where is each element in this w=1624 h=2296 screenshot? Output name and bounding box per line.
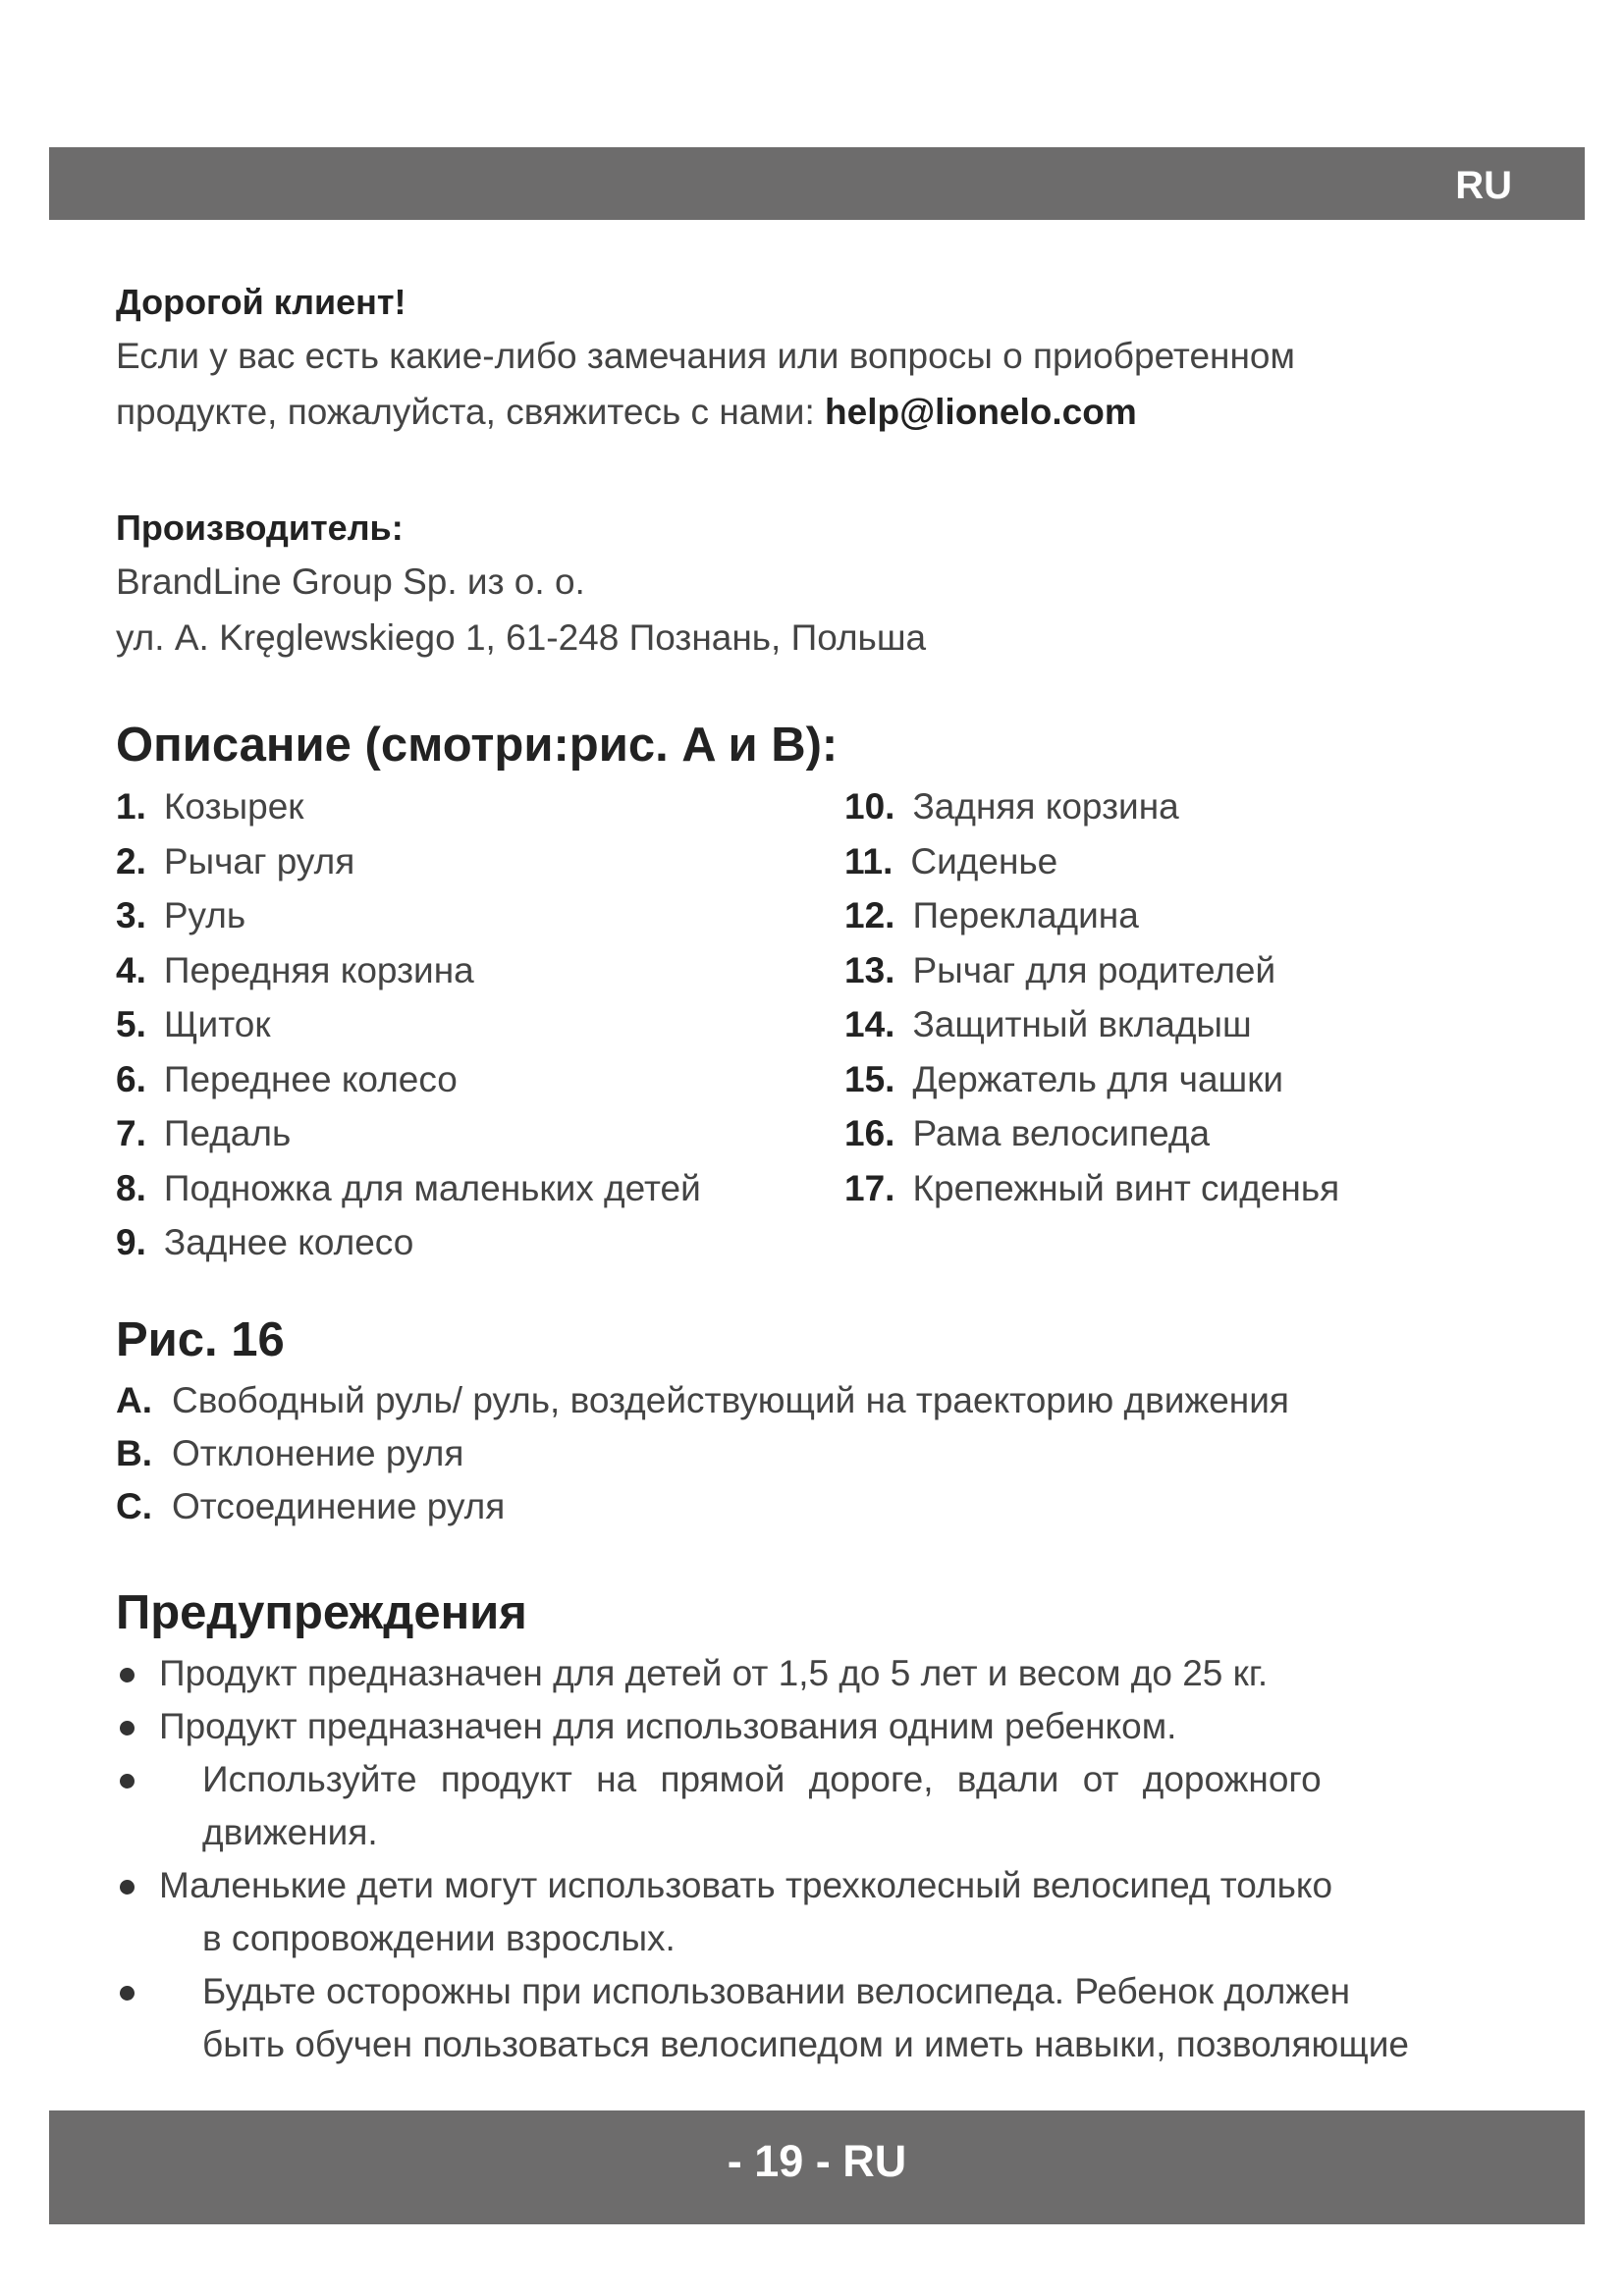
item-label: Переднее колесо: [163, 1058, 458, 1099]
figure-title: Рис. 16: [116, 1313, 285, 1366]
bullet-icon: [120, 1774, 135, 1789]
item-number: 7.: [116, 1113, 146, 1153]
item-label: Крепежный винт сиденья: [912, 1167, 1340, 1208]
contact-title: Дорогой клиент!: [116, 282, 406, 322]
item-label: Перекладина: [912, 895, 1139, 935]
item-label: Рычаг руля: [163, 840, 355, 881]
parts-column-right: [844, 779, 1532, 1215]
item-label: Задняя корзина: [912, 786, 1179, 827]
list-item: [116, 1427, 1530, 1480]
list-item: [116, 1700, 1530, 1753]
item-number: 12.: [844, 895, 895, 935]
manufacturer-name: BrandLine Group Sp. из о. о.: [116, 561, 585, 602]
bullet-icon: [120, 1668, 135, 1682]
item-letter: B.: [116, 1433, 152, 1473]
warning-text-continued: в сопровождении взрослых.: [202, 1918, 676, 1958]
contact-text-prefix: продукте, пожалуйста, свяжитесь с нами:: [116, 392, 826, 432]
item-label: Педаль: [163, 1113, 292, 1153]
bullet-icon: [120, 1986, 135, 2001]
item-label: Держатель для чашки: [912, 1058, 1284, 1099]
list-item: [116, 1859, 1530, 1965]
list-item: [116, 1215, 823, 1270]
contact-text-line2: [116, 384, 1530, 440]
bullet-icon: [120, 1721, 135, 1735]
page-number: - 19 - RU: [727, 2136, 907, 2186]
list-item: [116, 834, 823, 889]
contact-email-link[interactable]: help@lionelo.com: [825, 392, 1137, 432]
language-label: RU: [1455, 164, 1512, 207]
figure-section: [116, 1306, 1530, 1533]
manufacturer-address: ул. A. Kręglewskiego 1, 61-248 Познань, Польша: [116, 617, 927, 658]
list-item: [116, 888, 823, 943]
warning-text-continued: быть обучен пользоваться велосипедом и иметь навыки, позволяющие: [202, 2024, 1409, 2064]
warning-text: Используйте продукт на прямой дороге, вдали от дорожного: [202, 1759, 1322, 1799]
item-number: 6.: [116, 1058, 146, 1099]
item-label: Сиденье: [910, 840, 1058, 881]
item-label: Передняя корзина: [163, 949, 474, 990]
contact-section: [116, 277, 1530, 440]
parts-column-left: [116, 779, 823, 1270]
item-number: 4.: [116, 949, 146, 990]
item-label: Рама велосипеда: [912, 1113, 1211, 1153]
list-item: [116, 1647, 1530, 1700]
manufacturer-section: [116, 503, 1530, 666]
item-number: 5.: [116, 1004, 146, 1044]
item-number: 17.: [844, 1167, 895, 1208]
item-label: Рычаг для родителей: [912, 949, 1276, 990]
item-number: 13.: [844, 949, 895, 990]
manufacturer-title: Производитель:: [116, 507, 404, 548]
item-label: Подножка для маленьких детей: [163, 1167, 701, 1208]
list-item: [844, 888, 1532, 943]
item-letter: A.: [116, 1380, 152, 1420]
warning-text: Маленькие дети могут использовать трехколесный велосипед только: [159, 1865, 1333, 1905]
header-bar: [49, 147, 1585, 220]
item-number: 3.: [116, 895, 146, 935]
description-section: [116, 711, 1530, 1276]
description-title: Описание (смотри:рис. A и B):: [116, 719, 839, 772]
item-number: 16.: [844, 1113, 895, 1153]
item-label: Руль: [163, 895, 246, 935]
item-number: 10.: [844, 786, 895, 827]
item-number: 15.: [844, 1058, 895, 1099]
item-label: Заднее колесо: [163, 1222, 414, 1262]
page-content: [116, 277, 1530, 2071]
list-item: [116, 1052, 823, 1107]
item-number: 8.: [116, 1167, 146, 1208]
warning-text: Продукт предназначен для детей от 1,5 до 5 лет и весом до 25 кг.: [159, 1653, 1269, 1693]
item-letter: C.: [116, 1486, 152, 1526]
item-number: 1.: [116, 786, 146, 827]
item-label: Отклонение руля: [172, 1433, 464, 1473]
item-label: Свободный руль/ руль, воздействующий на траекторию движения: [172, 1380, 1289, 1420]
item-number: 9.: [116, 1222, 146, 1262]
warning-text: Продукт предназначен для использования одним ребенком.: [159, 1706, 1177, 1746]
list-item: [844, 1161, 1532, 1216]
list-item: [844, 834, 1532, 889]
list-item: [116, 1753, 1530, 1859]
list-item: [116, 1965, 1530, 2071]
list-item: [116, 1480, 1530, 1533]
warning-text-continued: движения.: [202, 1812, 378, 1852]
list-item: [844, 997, 1532, 1052]
item-number: 2.: [116, 840, 146, 881]
list-item: [116, 1106, 823, 1161]
list-item: [844, 1052, 1532, 1107]
item-number: 14.: [844, 1004, 895, 1044]
item-label: Щиток: [163, 1004, 271, 1044]
parts-list: [116, 779, 1530, 1276]
list-item: [116, 1161, 823, 1216]
item-label: Защитный вкладыш: [912, 1004, 1252, 1044]
warning-text: Будьте осторожны при использовании велосипеда. Ребенок должен: [202, 1971, 1351, 2011]
contact-text-line1: Если у вас есть какие-либо замечания или вопросы о приобретенном: [116, 336, 1295, 376]
bullet-icon: [120, 1880, 135, 1895]
warnings-title: Предупреждения: [116, 1586, 527, 1639]
item-label: Козырек: [163, 786, 304, 827]
list-item: [844, 1106, 1532, 1161]
item-number: 11.: [844, 840, 893, 881]
list-item: [844, 943, 1532, 998]
list-item: [116, 997, 823, 1052]
list-item: [844, 779, 1532, 834]
footer-bar: [49, 2110, 1585, 2224]
list-item: [116, 1374, 1530, 1427]
list-item: [116, 779, 823, 834]
item-label: Отсоединение руля: [172, 1486, 506, 1526]
warnings-section: [116, 1578, 1530, 2071]
list-item: [116, 943, 823, 998]
